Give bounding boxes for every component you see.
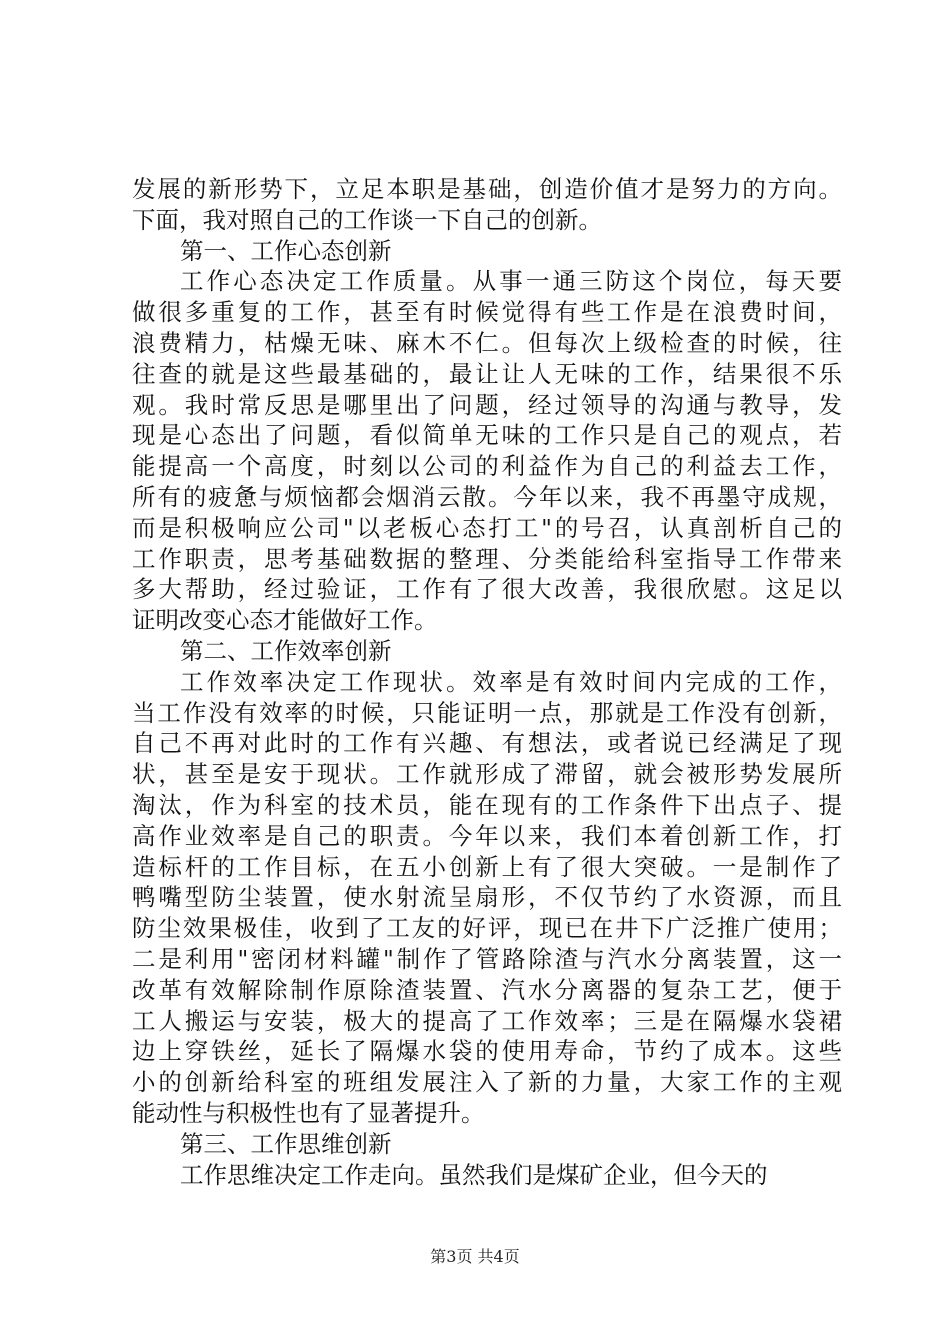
text-line: 工作思维决定工作走向。虽然我们是煤矿企业，但今天的 <box>180 1160 768 1189</box>
page-footer: 第3页 共4页 <box>430 1247 520 1266</box>
text-line: 工人搬运与安装，极大的提高了工作效率；三是在隔爆水袋裙 <box>132 1006 842 1035</box>
text-line: 能动性与积极性也有了显著提升。 <box>132 1098 485 1127</box>
text-line: 证明改变心态才能做好工作。 <box>132 606 438 635</box>
section-heading: 第二、工作效率创新 <box>180 636 392 665</box>
text-line: 状，甚至是安于现状。工作就形成了滞留，就会被形势发展所 <box>132 760 842 789</box>
text-line: 往查的就是这些最基础的，最让让人无味的工作，结果很不乐 <box>132 359 842 388</box>
text-line: 现是心态出了问题，看似简单无味的工作只是自己的观点，若 <box>132 421 842 450</box>
text-line: 鸭嘴型防尘装置，使水射流呈扇形，不仅节约了水资源，而且 <box>132 883 842 912</box>
text-line: 发展的新形势下，立足本职是基础，创造价值才是努力的方向。 <box>132 175 842 203</box>
text-line: 工作职责，思考基础数据的整理、分类能给科室指导工作带来 <box>132 544 842 573</box>
text-line: 而是积极响应公司"以老板心态打工"的号召，认真剖析自己的 <box>132 513 842 542</box>
text-line: 防尘效果极佳，收到了工友的好评，现已在井下广泛推广使用； <box>132 914 842 943</box>
text-line: 能提高一个高度，时刻以公司的利益作为自己的利益去工作， <box>132 452 842 481</box>
section-heading: 第一、工作心态创新 <box>180 236 392 265</box>
text-line: 工作心态决定工作质量。从事一通三防这个岗位，每天要 <box>180 267 842 296</box>
text-line: 自己不再对此时的工作有兴趣、有想法，或者说已经满足了现 <box>132 729 842 758</box>
text-line: 高作业效率是自己的职责。今年以来，我们本着创新工作，打 <box>132 821 842 850</box>
text-line: 所有的疲惫与烦恼都会烟消云散。今年以来，我不再墨守成规， <box>132 482 842 511</box>
document-body <box>132 174 842 1190</box>
text-line: 边上穿铁丝，延长了隔爆水袋的使用寿命，节约了成本。这些 <box>132 1037 842 1066</box>
text-line: 造标杆的工作目标，在五小创新上有了很大突破。一是制作了 <box>132 852 842 881</box>
text-line: 做很多重复的工作，甚至有时候觉得有些工作是在浪费时间， <box>132 298 842 327</box>
text-line: 当工作没有效率的时候，只能证明一点，那就是工作没有创新， <box>132 698 842 727</box>
text-line: 改革有效解除制作原除渣装置、汽水分离器的复杂工艺，便于 <box>132 975 842 1004</box>
paragraph <box>132 667 842 1129</box>
text-line: 二是利用"密闭材料罐"制作了管路除渣与汽水分离装置，这一 <box>132 944 842 973</box>
text-line: 多大帮助，经过验证，工作有了很大改善，我很欣慰。这足以 <box>132 575 842 604</box>
text-line: 工作效率决定工作现状。效率是有效时间内完成的工作， <box>180 667 842 696</box>
text-line: 小的创新给科室的班组发展注入了新的力量，大家工作的主观 <box>132 1068 842 1097</box>
text-line: 浪费精力，枯燥无味、麻木不仁。但每次上级检查的时候，往 <box>132 328 842 357</box>
text-line: 下面，我对照自己的工作谈一下自己的创新。 <box>132 205 602 234</box>
section-heading: 第三、工作思维创新 <box>180 1129 392 1158</box>
text-line: 淘汰，作为科室的技术员，能在现有的工作条件下出点子、提 <box>132 790 842 819</box>
text-line: 观。我时常反思是哪里出了问题，经过领导的沟通与教导，发 <box>132 390 842 419</box>
paragraph <box>132 266 842 636</box>
paragraph <box>132 1160 842 1191</box>
paragraph <box>132 174 842 236</box>
